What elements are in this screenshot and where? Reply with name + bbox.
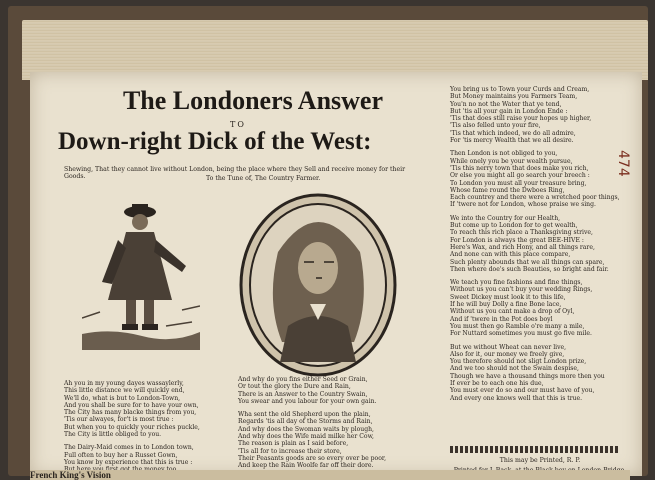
- stanza: Then London is not obliged to you, While onely you be your wealth pursue, 'Tis this nerry town that does make you rich, Or else you might all go search your breech : To London you must all your treasure bring, Whose fame round the Dwboes Ring, Each countrey and there were a wretched poor things, If 'twere not for London, whose praise we sing.: [450, 150, 620, 209]
- showing-text: Shewing, That they cannot live without London, being the place where they Sell and receive money for their Goods.: [64, 166, 406, 180]
- title-line-1: The Londoners Answer: [122, 86, 384, 115]
- stanza: The Dairy-Maid comes in to London town, Full often to buy her a Russet Gown, You know by experience that this is true :: [64, 444, 194, 466]
- broadside-page: [30, 72, 642, 476]
- verses-middle-column: [238, 376, 386, 476]
- licence-line: This may be Printed, R. P.: [499, 457, 581, 464]
- stanza: You bring us to Town your Curds and Cream, But Money maintains you Farmers Team, You'n no not the Water that ye tend, But 'tis all your gain in London Ende : 'Tis that does still raise your hopes up higher, 'Tis also felled unto your fire, 'Tis that which indeed, we do all admire, For 'tis mercy Wealth that we all desire.: [450, 86, 592, 145]
- book-spread: [8, 6, 648, 476]
- title-to: TO: [230, 120, 246, 129]
- tune-text: To the Tune of, The Country Farmer.: [206, 175, 321, 182]
- stanza: Ah you in my young dayes wassaylerly, This little distance we will quickly end, We'll do, what is but to London-Town, And you shall be sure for to have your own, The City has many blacke things from you, 'Tis our alwayes, for't is most true : But when you to quickly your riches puckle, The City is little obliged to you.: [64, 380, 200, 439]
- verses-left-column: [64, 380, 200, 480]
- woodcut-man-image: [82, 200, 200, 350]
- stanza: But we without Wheat can never live, Also for it, our money we freely give, You therefore should not sligt London prize, And we too should not the Swain despise, Though we have a thousand things more then you If ever be to each one his due, You must ever do so and our must have of you, And every one knows well that this is true.: [450, 343, 605, 402]
- handwritten-page-number: 474: [615, 150, 631, 177]
- next-page-title: French King's Vision: [30, 470, 630, 480]
- woodcut-portrait-image: [238, 192, 398, 378]
- verses-right-column: [450, 86, 620, 408]
- title-line-2: Down-right Dick of the West:: [58, 128, 372, 155]
- ornament-rule: [450, 446, 618, 453]
- stanza: We into the Country for our Health, But come up to London for to get wealth, To reach this rich place a Thanksgiving strive, For London is always the great BEE-HIVE : Here's Wax, and rich Hony, and all things rare, And none can with this place compare, Such plenty abounds that we all things can spare, Then where doe's such Beauties, so bright and fair.: [450, 214, 609, 273]
- stanza: We teach you fine fashions and fine things, Without us you can't buy your wedding Rings, Sweet Dickey must look it to this life, If he will buy Dolly a fine Bone lace, Without us you cant make a drop of Oyl, And if 'twere in the Pot does boyl You must then go Ramble o're many a mile, For Nuttard sometimes you must go five mile.: [450, 279, 593, 338]
- stanza: And why do you fins either Seed or Grain, Or tout the glory the Dure and Rain, There is an Answer to the Country Swain, You swear and you labour for your own gain.: [238, 376, 377, 405]
- stanza: Wha sent the old Shepherd upon the plain, Regards 'tis all day of the Storms and Rain, And why does the Swoman waits by plough, And why does the Wife maid milke her Cow, The reason is plain as I said before, 'Tis all for to increase their store, Their Peasants goods are so every over be poor, And keep the Rain Woolfe far off their dore.: [238, 411, 387, 470]
- page-edges: [22, 20, 648, 80]
